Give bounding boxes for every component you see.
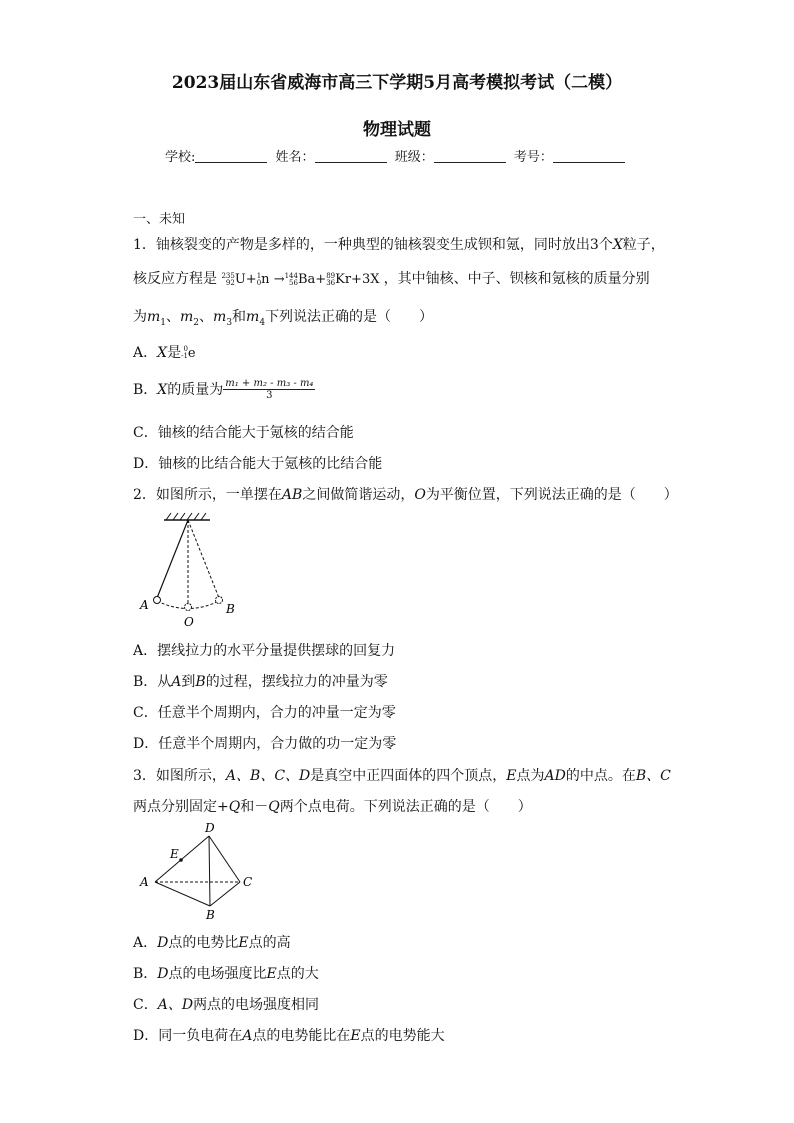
info-fields [165, 146, 629, 165]
edge-ab [155, 882, 210, 906]
exam-title: 2023届山东省威海市高三下学期5月高考模拟考试（二模） [171, 73, 623, 93]
section-heading: 一、未知 [133, 212, 186, 227]
name-blank[interactable] [315, 149, 387, 163]
name-label: 姓名： [275, 150, 315, 165]
q1-text-end: 粒子， [622, 237, 665, 253]
q2-option-b[interactable]: B．从A到B的过程，摆线拉力的冲量为零 [133, 674, 388, 690]
q1-option-a[interactable]: A．X是 0 -1 e [133, 345, 196, 361]
u-index: 235 92 [221, 271, 235, 287]
mass-fraction: $\frac{\text{m₁ + m₂ - m₃ - m₄}}{3}$ [225, 378, 314, 401]
edge-db [209, 836, 210, 906]
q2-option-a[interactable]: A．摆线拉力的水平分量提供摆球的回复力 [133, 643, 396, 659]
exam-subtitle: 物理试题 [363, 120, 431, 140]
q3-line1: 3．如图所示，A、B、C、D是真空中正四面体的四个顶点，E点为AD的中点。在B、C [133, 768, 671, 784]
school-label: 学校: [165, 150, 196, 165]
school-blank[interactable] [195, 149, 267, 163]
q2-option-d[interactable]: D．任意半个周期内，合力做的功一定为零 [133, 736, 397, 752]
label-o: O [184, 615, 194, 629]
id-blank[interactable] [553, 149, 625, 163]
ba-index: 144 56 [284, 271, 298, 287]
label-d: D [205, 821, 215, 835]
label-a: A [140, 875, 149, 889]
label-e: E [170, 847, 179, 861]
tetrahedron-figure [132, 820, 262, 922]
pendulum-figure [132, 512, 252, 630]
ceiling-hatch [166, 513, 206, 520]
q3-option-d[interactable]: D．同一负电荷在A点的电势能比在E点的电势能大 [133, 1028, 445, 1044]
label-c: C [243, 875, 253, 889]
class-blank[interactable] [434, 149, 506, 163]
bob-a [154, 597, 161, 604]
label-b: B [226, 602, 235, 616]
q2-stem: 2．如图所示，一单摆在AB之间做简谐运动，O为平衡位置，下列说法正确的是（ ） [133, 487, 678, 503]
label-a: A [140, 598, 149, 612]
bob-b [216, 597, 223, 604]
point-e [179, 858, 183, 862]
q1-option-b[interactable]: B．X的质量为$\frac{\text{m₁ + m₂ - m₃ - m₄}}{3}$ [133, 378, 314, 401]
q1-line2 [133, 268, 650, 288]
q3-option-a[interactable]: A．D点的电势比E点的高 [133, 935, 291, 951]
q1-line3: 为$m_1$、$m_2$、$m_3$和$m_4$下列说法正确的是（ ） [133, 309, 434, 328]
kr-index: 89 36 [326, 271, 336, 287]
q1-var-x: X [612, 237, 623, 253]
label-b: B [206, 908, 215, 922]
q2-option-c[interactable]: C．任意半个周期内，合力的冲量一定为零 [133, 705, 396, 721]
edge-cb [210, 882, 240, 906]
n-index: 1 0 [256, 271, 262, 287]
q3-line2: 两点分别固定+Q和－Q两个点电荷。下列说法正确的是（ ） [133, 799, 532, 815]
q3-option-c[interactable]: C．A、D两点的电场强度相同 [133, 997, 320, 1013]
q1-eq-post: ，其中铀核、中子、钡核和氪核的质量分别 [383, 271, 650, 287]
edge-dc [209, 836, 240, 882]
q1-option-c[interactable]: C．铀核的结合能大于氪核的结合能 [133, 425, 354, 441]
q1-eq-intro: 核反应方程是 [133, 271, 217, 287]
bob-o [185, 604, 192, 611]
q3-option-b[interactable]: B．D点的电场强度比E点的大 [133, 966, 319, 982]
pendulum-string-b [188, 520, 219, 598]
q1-option-d[interactable]: D．铀核的比结合能大于氪核的比结合能 [133, 456, 383, 472]
electron-index: 0 -1 [181, 345, 188, 360]
q1-text: 1．铀核裂变的产物是多样的，一种典型的铀核裂变生成钡和氪，同时放出3个 [133, 237, 613, 253]
class-label: 班级： [394, 150, 434, 165]
pendulum-string-a [157, 520, 188, 598]
nuclear-equation: 235 92 U+ 1 0 n → 144 56 Ba+ 89 36 Kr+3X [221, 271, 380, 287]
q1-line1 [133, 234, 665, 254]
id-label: 考号： [513, 150, 553, 165]
